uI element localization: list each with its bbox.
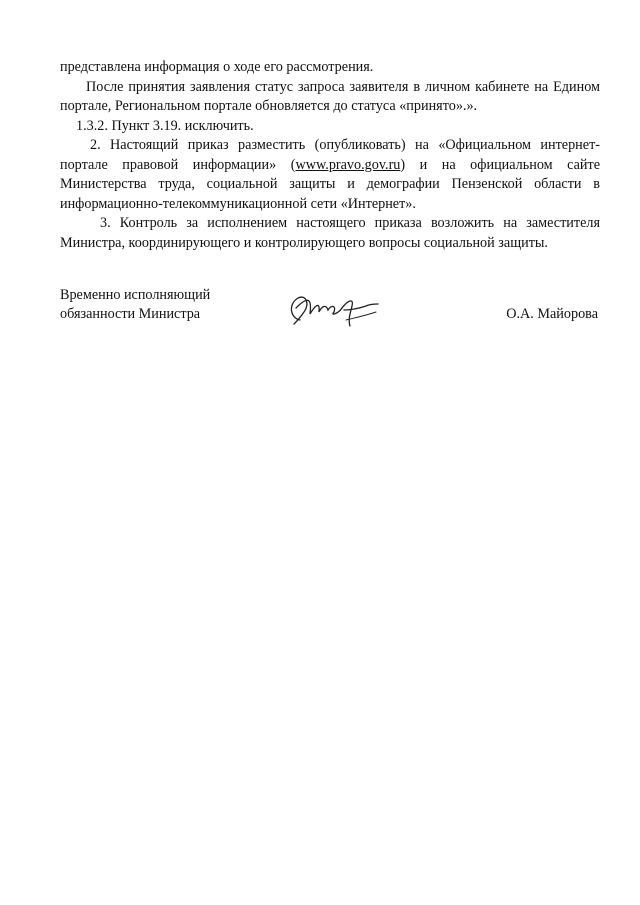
paragraph-status-info: представлена информация о ходе его рассмотрения. — [60, 59, 374, 75]
position-line-1: Временно исполняющий — [60, 287, 211, 303]
signatory-position — [60, 286, 210, 324]
publication-text-start: 2. Настоящий приказ разместить (опубликовать) на «Официальном интернет-портале правовой информации» ( — [60, 137, 600, 173]
pravo-gov-link[interactable]: www.pravo.gov.ru — [295, 156, 401, 173]
handwritten-signature — [286, 290, 382, 330]
paragraph-publication — [60, 136, 600, 214]
paragraph-control: 3. Контроль за исполнением настоящего приказа возложить на заместителя Министра, координирующего и контролирующего вопросы социальной защиты. — [60, 215, 600, 251]
paragraph-status-accepted: После принятия заявления статус запроса заявителя в личном кабинете на Едином портале, Региональном портале обновляется до статуса «принято».». — [60, 78, 600, 114]
publication-text-end: ) и на официальном сайте Министерства труда, социальной защиты и демографии Пензенской области в информационно-телекоммуникационной сети «Интернет». — [60, 156, 601, 212]
signatory-name: О.А. Майорова — [506, 306, 598, 322]
paragraph-clause-exclude: 1.3.2. Пункт 3.19. исключить. — [76, 117, 254, 134]
document-body — [60, 58, 600, 253]
position-line-2: обязанности Министра — [60, 306, 201, 322]
